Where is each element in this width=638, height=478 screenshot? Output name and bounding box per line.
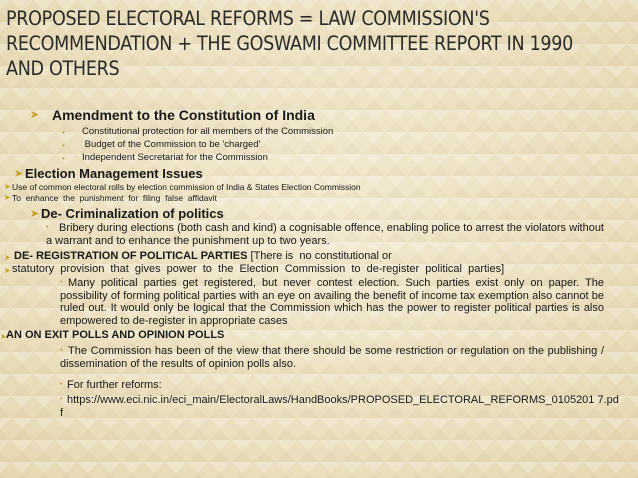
exit-polls-section (0, 329, 638, 343)
deregistration-subline: ➤ statutory provision that gives power to the Election Commission to de-register political parties] (0, 263, 638, 277)
arrow-bullet-icon: ➤ (4, 193, 11, 202)
dot-bullet-icon: • (60, 381, 63, 388)
arrow-bullet-icon: ➤ (30, 208, 40, 220)
deregistration-section: ➤ DE- REGISTRATION OF POLITICAL PARTIES [There is no constitutional or (0, 250, 638, 263)
election-mgmt-heading: Election Management Issues (25, 166, 203, 181)
amendment-section (0, 106, 638, 126)
deregistration-heading: DE- REGISTRATION OF POLITICAL PARTIES (14, 250, 248, 262)
amendment-item: • Constitutional protection for all members of the Commission (62, 126, 334, 137)
title-line-2: RECOMMENDATION + THE GOSWAMI COMMITTEE REPORT IN 1990 (6, 32, 574, 55)
arrow-bullet-icon: ➤ (0, 332, 7, 341)
exit-polls-heading: AN ON EXIT POLLS AND OPINION POLLS (6, 329, 225, 341)
election-mgmt-section (0, 166, 638, 182)
criminalization-heading: De- Criminalization of politics (41, 206, 224, 221)
dot-bullet-icon: • (62, 141, 65, 150)
amendment-item: • Budget of the Commission to be 'charged' (62, 139, 261, 150)
slide-title (6, 6, 634, 81)
arrow-bullet-icon: ➤ (30, 109, 40, 121)
dot-bullet-icon: • (60, 279, 63, 286)
deregistration-paragraph: • Many political parties get registered, but never contest election. Such parties exist only on paper. The possibility of forming political parties with an eye on availing the benefit of income tax exemption also cannot be ruled out. It would only be logical that the Commission which has the power to register political parties is also empowered to de-register in appropriate cases (60, 277, 604, 327)
arrow-bullet-icon: ➤ (14, 168, 24, 180)
slide-body (0, 106, 638, 422)
further-reforms-label: For further reforms: (67, 379, 162, 391)
criminalization-paragraph: • Bribery during elections (both cash and kind) a cognisable offence, enabling police to arrest the violators without a warrant and to enhance the punishment up to two years. (46, 222, 604, 247)
reforms-pdf-link[interactable]: https://www.eci.nic.in/eci_main/ElectoralLaws/HandBooks/PROPOSED_ELECTORAL_REFORMS_0105201 7.pdf (60, 394, 619, 419)
arrow-bullet-icon: ➤ (4, 266, 11, 275)
election-mgmt-item: ➤ Use of common electoral rolls by election commission of India & States Election Commission (4, 182, 361, 192)
further-reforms-link-row (0, 394, 638, 422)
dot-bullet-icon: • (62, 128, 65, 137)
title-line-1: PROPOSED ELECTORAL REFORMS = LAW COMMISSION'S (6, 7, 490, 30)
arrow-bullet-icon: ➤ (4, 182, 11, 191)
amendment-heading: Amendment to the Constitution of India (52, 107, 315, 123)
exit-polls-paragraph: • The Commission has been of the view that there should be some restriction or regulation on the publishing / dissemination of the results of opinion polls also. (60, 345, 604, 370)
title-line-3: AND OTHERS (6, 57, 120, 80)
dot-bullet-icon: • (62, 154, 65, 163)
dot-bullet-icon: • (60, 347, 63, 354)
dot-bullet-icon: • (60, 396, 63, 403)
further-reforms (0, 379, 638, 394)
election-mgmt-item: ➤ To enhance the punishment for filing false affidavit (4, 193, 217, 203)
amendment-item: • Independent Secretariat for the Commission (62, 152, 268, 163)
dot-bullet-icon: • (46, 224, 49, 231)
criminalization-section (0, 205, 638, 222)
arrow-bullet-icon: ➤ (4, 253, 11, 262)
